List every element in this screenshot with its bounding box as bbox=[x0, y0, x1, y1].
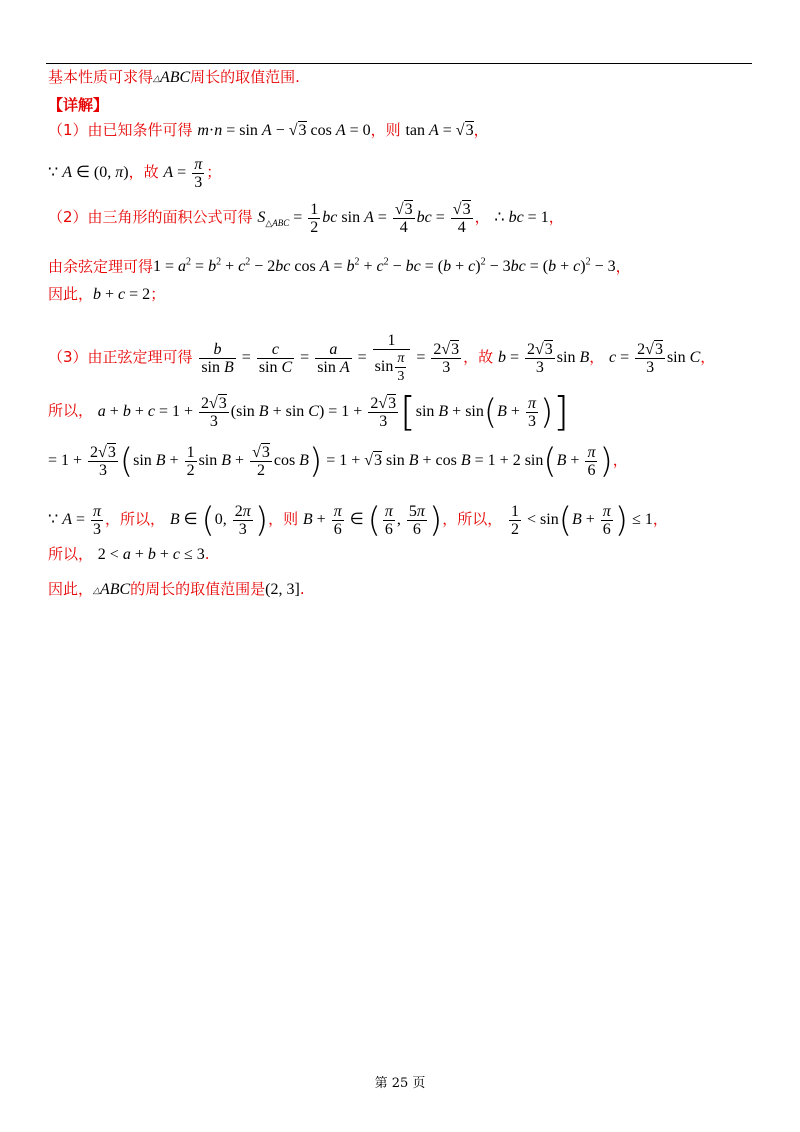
detail-label-text: 【详解】 bbox=[48, 96, 109, 114]
part3-sin-range: $\frac{1}{2}$ < sin(B + $\frac{\pi}{6}$ ) ≤ 1 bbox=[511, 500, 653, 541]
part3-sum-line2: = 1 + $\frac{2√3}{3}$ (sin B + $\frac{1}{2}$ sin B + $\frac{√3}{2}$ cos B) = 1 + √3 sin B + cos B = 1 + 2 sin(B + $\frac{\pi}{6}$ )， bbox=[48, 441, 628, 482]
intro-suffix: 周长的取值范围. bbox=[190, 68, 300, 86]
part1-then: ，则 bbox=[370, 121, 401, 139]
part3-period: . bbox=[204, 545, 210, 563]
part3-range: 2 < a + b + c ≤ 3 bbox=[97, 546, 205, 563]
part3-sine-eq: $\frac{b}{\text{sin B}}$ = $\frac{c}{\text{sin C}}$ = $\frac{a}{\text{sin A}}$ = 1 sin $\frac{\pi}{3}$ = $\frac{2√3}{3}$ bbox=[201, 332, 460, 384]
part3-c-eq: c = $\frac{2√3}{3}$ sin C bbox=[609, 341, 701, 376]
part2-result-line bbox=[48, 285, 165, 304]
part1-end: ， bbox=[473, 121, 489, 139]
page-number: 第 25 页 bbox=[374, 1076, 426, 1091]
part1-result: A = $\frac{\pi}{3}$ bbox=[163, 156, 203, 191]
part2-label: （2）由三角形的面积公式可得 bbox=[48, 208, 253, 227]
part3-final-period: . bbox=[299, 580, 305, 598]
part1-because: ∵ A ∈ (0, π) bbox=[48, 164, 129, 182]
part2-cos-label: 由余弦定理可得 bbox=[48, 257, 154, 276]
part3-suoyi2: ，所以， bbox=[105, 510, 166, 529]
part2-area-eq: $S_{\triangle ABC}$ = $\frac{1}{2}$ bc sin A = $\frac{√3}{4}$ bc = $\frac{√3}{4}$ bbox=[257, 201, 471, 236]
part3-b-eq: b = $\frac{2√3}{3}$ sin B bbox=[497, 341, 590, 376]
part3-sum-line1 bbox=[48, 389, 569, 435]
part3-final-value: (2, 3] bbox=[265, 581, 300, 598]
part3-because: ∵ A = $\frac{\pi}{3}$ bbox=[48, 503, 102, 538]
part1-semi: ； bbox=[206, 163, 222, 182]
header-rule bbox=[46, 63, 752, 64]
part3-label: （3）由正弦定理可得 bbox=[48, 348, 193, 367]
intro-line bbox=[48, 68, 300, 87]
part3-sum-eq1: a + b + c = 1 + $\frac{2√3}{3}$ (sin B + sin C) = 1 + $\frac{2√3}{3}$ [sin B + sin(B + $\frac{\pi}{3}$ )] bbox=[97, 389, 569, 435]
part1-result-line bbox=[48, 156, 221, 191]
conclusion-line bbox=[48, 580, 305, 599]
part3-comma: ， bbox=[652, 510, 668, 529]
part3-suoyi3: ，所以， bbox=[442, 510, 503, 529]
part3-b-range: B ∈ (0, $\frac{2\pi}{3}$ ) bbox=[169, 500, 269, 541]
part2-cos-eq: $1 = a^2 = b^2 + c^2 - 2bc$ $\cos A = b^2 + c^2$ − bc = $(b + c)^2 - 3bc = (b + c)^2 - 3$ bbox=[153, 257, 616, 276]
part1-tan: tan A = √3 bbox=[405, 122, 474, 139]
part1-dot-eq: m·n = sin A − √3 cos A = 0 bbox=[197, 122, 371, 139]
part1-line bbox=[48, 121, 489, 140]
part3-sum-eq2: = 1 + $\frac{2√3}{3}$ (sin B + $\frac{1}{2}$ sin B + $\frac{√3}{2}$ cos B) = 1 + √3 sin B + cos B = 1 + 2 sin(B + $\frac{\pi}{6}$ ) bbox=[48, 441, 613, 482]
part2-result: b + c = 2 bbox=[93, 286, 151, 303]
part2-hence: 因此， bbox=[48, 285, 94, 303]
part3-hence: 因此， bbox=[48, 580, 94, 598]
detail-label bbox=[48, 96, 108, 114]
part3-range-line bbox=[48, 500, 668, 541]
part3-final-text: 的周长的取值范围是 bbox=[130, 580, 266, 598]
part3-b-plus: B + $\frac{\pi}{6}$ ∈ ( $\frac{\pi}{6}$ , $\frac{5\pi}{6}$ ) bbox=[302, 500, 443, 541]
part1-so: ，故 bbox=[128, 163, 159, 182]
triangle-abc: △ABC bbox=[153, 69, 191, 86]
part2-semi: ； bbox=[150, 285, 166, 303]
conclusion-triangle: △ABC bbox=[93, 581, 131, 598]
part1-label: （1）由已知条件可得 bbox=[48, 121, 193, 139]
part3-then: ，则 bbox=[268, 510, 299, 529]
part3-suoyi4: 所以， bbox=[48, 545, 94, 563]
intro-prefix: 基本性质可求得 bbox=[48, 68, 154, 86]
part2-cos-line: 由余弦定理可得$1 = a^2 = b^2 + c^2 - 2bc$ $\cos A = b^2 + c^2$ − bc = $(b + c)^2 - 3bc = (b + c)^2 - 3$， bbox=[48, 257, 631, 276]
part3-final-range-line bbox=[48, 545, 210, 564]
part3-line: （3）由正弦定理可得 $\frac{b}{\text{sin B}}$ = $\frac{c}{\text{sin C}}$ = $\frac{a}{\text{sin A}}$ = 1 sin $\frac{\pi}{3}$ = $\frac{2√3}{3}$ ，故 b = $\frac{2√3}{3}$ sin B， c = $\frac{2√3}{3}$ sin C， bbox=[48, 332, 716, 384]
part3-so: ，故 bbox=[463, 348, 494, 367]
part3-suoyi: 所以， bbox=[48, 401, 94, 420]
part2-line: （2）由三角形的面积公式可得 $S_{\triangle ABC}$ = $\frac{1}{2}$ bc sin A = $\frac{√3}{4}$ bc = $\frac{√3}{4}$ ， ∴ bc = 1， bbox=[48, 201, 564, 236]
part2-therefore: ∴ bc = 1 bbox=[494, 209, 549, 227]
